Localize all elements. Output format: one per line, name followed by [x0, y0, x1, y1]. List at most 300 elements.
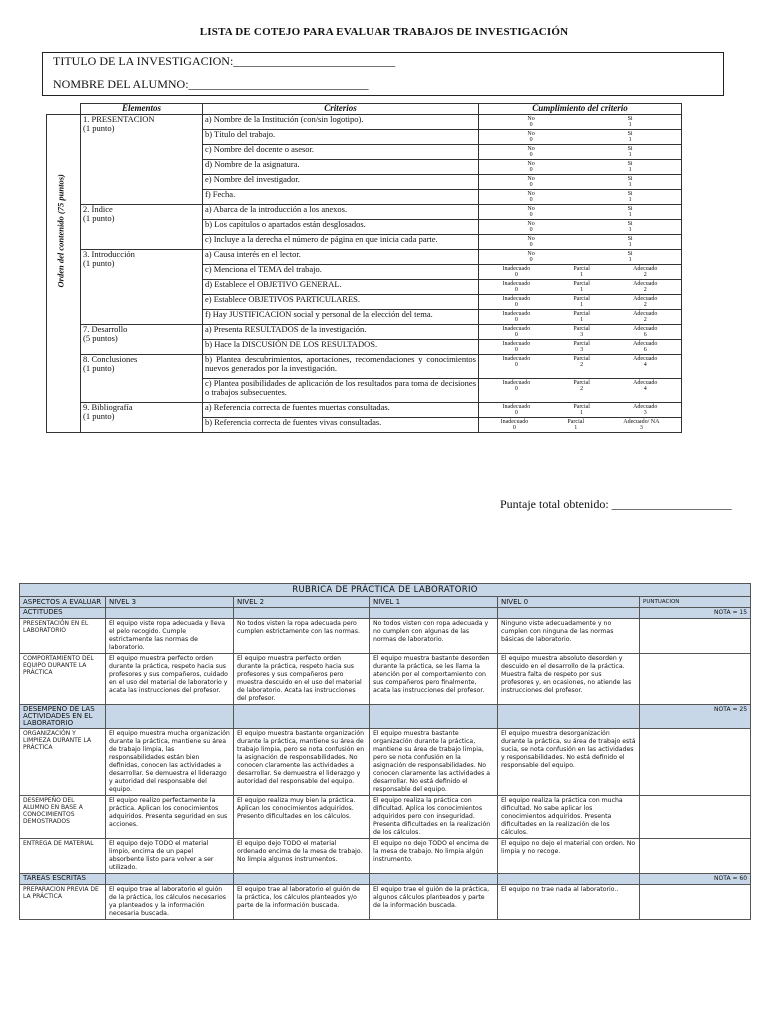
criterion-cell: a) Presenta RESULTADOS de la investigación. [203, 325, 479, 340]
criterion-text: El equipo muestra bastante organización durante la práctica, mantiene su área de trabajo limpia, pero se nota confusión en la asignación de responsabilidades. No conocen claramente las actividades a desarrollar. No está definido el responsable del equipo. [370, 729, 498, 796]
score-option[interactable] [573, 296, 590, 308]
score-option-label: No [527, 221, 535, 227]
criterion-cell: b) Plantea descubrimientos, aportaciones, recomendaciones y conocimientos nuevos generados por la investigación. [203, 355, 479, 379]
score-option-label: Adecuado/ NA [623, 419, 660, 425]
score-options [481, 295, 679, 308]
vertical-label-text: Orden del contenido (75 puntos) [55, 174, 66, 288]
section-filler [370, 874, 498, 885]
score-option-value: 3 [643, 410, 647, 416]
section-row [20, 874, 751, 885]
score-cell[interactable] [479, 295, 682, 310]
score-cell[interactable] [479, 160, 682, 175]
score-option-label: Si [627, 221, 633, 227]
section-filler [498, 874, 640, 885]
score-options [481, 379, 679, 392]
score-option[interactable] [628, 206, 633, 218]
score-option-label: Parcial [573, 404, 590, 410]
criterion-text: El equipo dejo TODO el material ordenado encima de la mesa de trabajo. No limpia algunos instrumentos. [234, 839, 370, 874]
criterion-cell: b) Los capítulos o apartados están desglosados. [203, 220, 479, 235]
score-cell[interactable] [479, 190, 682, 205]
score-option-label: No [527, 161, 535, 167]
score-option[interactable] [628, 191, 633, 203]
score-option-label: Si [627, 206, 633, 212]
element-cell: 7. Desarrollo (5 puntos) [81, 325, 203, 355]
score-option-label: Si [627, 251, 633, 257]
score-option[interactable] [503, 311, 531, 323]
score-option[interactable] [503, 296, 531, 308]
score-option[interactable] [628, 176, 633, 188]
score-cell[interactable] [479, 310, 682, 325]
score-option[interactable] [628, 251, 633, 263]
col-elementos: Elementos [81, 104, 203, 115]
score-option-value: 2 [643, 302, 647, 308]
rubric-row [20, 839, 751, 874]
level-header: NIVEL 2 [234, 597, 370, 608]
score-option[interactable] [527, 236, 534, 248]
score-options [481, 418, 679, 431]
score-option-label: Inadecuado [502, 380, 531, 386]
section-filler [370, 608, 498, 619]
score-option-value: 1 [628, 137, 632, 143]
score-options [481, 250, 679, 263]
score-option-label: Inadecuado [502, 281, 531, 287]
score-option-label: No [527, 131, 535, 137]
criterion-text: El equipo realiza la práctica con mucha dificultad. No sabe aplicar los conocimientos adquiridos. Presenta dificultades en la realización de los cálculos. [498, 796, 640, 839]
score-option[interactable] [503, 281, 531, 293]
rubric-row [20, 729, 751, 796]
score-option-label: Parcial [573, 341, 590, 347]
score-option-label: Parcial [573, 356, 590, 362]
score-option-value: 0 [529, 182, 533, 188]
score-options [481, 115, 679, 128]
score-entry-cell[interactable] [640, 654, 751, 705]
criterion-text: El equipo muestra bastante desorden durante la práctica, se les llama la atención por el comportamiento con sus compañeros pero finalmente, acata las instrucciones del profesor. [370, 654, 498, 705]
score-option-value: 2 [643, 287, 647, 293]
criterion-cell: c) Plantea posibilidades de aplicación de los resultados para toma de decisiones o trabajos subsecuentes. [203, 379, 479, 403]
rubric-row [20, 654, 751, 705]
score-option-value: 0 [529, 212, 533, 218]
score-option-label: Adecuado [633, 311, 658, 317]
score-option[interactable] [503, 356, 531, 368]
score-option-value: 6 [643, 332, 647, 338]
score-option-value: 0 [529, 242, 533, 248]
score-option[interactable] [573, 341, 590, 353]
score-option-label: Si [627, 131, 633, 137]
score-option-label: No [527, 146, 535, 152]
score-cell[interactable] [479, 340, 682, 355]
total-score-label: Puntaje total obtenido: ____________________ [500, 497, 732, 511]
titulo-field[interactable]: TITULO DE LA INVESTIGACION:___________________________ [53, 54, 396, 68]
score-option-value: 0 [529, 152, 533, 158]
score-options [481, 310, 679, 323]
score-cell[interactable] [479, 205, 682, 220]
score-option-value: 1 [628, 227, 632, 233]
score-option[interactable] [527, 221, 534, 233]
score-option-value: 0 [514, 386, 518, 392]
score-options [481, 145, 679, 158]
criterion-text: El equipo realiza la práctica con dificultad. Aplica los conocimientos adquiridos pero con inseguridad. Presenta dificultades en la realización de los cálculos. [370, 796, 498, 839]
score-option-label: Inadecuado [502, 266, 531, 272]
score-option-value: 1 [580, 317, 584, 323]
score-option[interactable] [527, 146, 534, 158]
score-option[interactable] [633, 326, 657, 338]
score-option-value: 1 [628, 167, 632, 173]
score-cell[interactable] [479, 280, 682, 295]
criterion-text: El equipo muestra perfecto orden durante la práctica, respeto hacia sus profesores y sus compañeros pero muestra descuido en el uso del material de laboratorio. Acata las instrucciones del profesor. [234, 654, 370, 705]
score-option-value: 1 [580, 410, 584, 416]
score-option-label: Inadecuado [502, 404, 531, 410]
score-cell[interactable] [479, 250, 682, 265]
score-cell[interactable] [479, 145, 682, 160]
section-filler [106, 608, 234, 619]
criterion-text: El equipo trae el guión de la práctica, algunos cálculos planteados y parte de la información buscada. [370, 885, 498, 920]
score-option[interactable] [633, 341, 657, 353]
section-filler [234, 608, 370, 619]
col-criterios: Criterios [203, 104, 479, 115]
criterion-cell: a) Causa interés en el lector. [203, 250, 479, 265]
criterion-text: El equipo trae al laboratorio el guión de la práctica, los cálculos planteados y/o parte de la información buscada. [234, 885, 370, 920]
criterion-cell: c) Incluye a la derecha el número de página en que inicia cada parte. [203, 235, 479, 250]
score-option-value: 3 [580, 332, 584, 338]
score-option-label: Si [627, 191, 633, 197]
checklist-row [47, 115, 682, 130]
criterion-cell: b) Título del trabajo. [203, 130, 479, 145]
score-cell[interactable] [479, 418, 682, 433]
score-option-value: 0 [514, 302, 518, 308]
rubric-row [20, 796, 751, 839]
score-option-label: Si [627, 236, 633, 242]
score-option-label: Parcial [567, 419, 585, 425]
score-option-value: 0 [529, 257, 533, 263]
score-option[interactable] [633, 266, 657, 278]
score-option-value: 2 [643, 272, 647, 278]
score-option-label: Parcial [573, 380, 590, 386]
score-cell[interactable] [479, 175, 682, 190]
aspect-cell: COMPORTAMIENTO DEL EQUIPO DURANTE LA PRÁCTICA [20, 654, 106, 705]
score-option-value: 0 [514, 332, 518, 338]
score-entry-cell[interactable] [640, 885, 751, 920]
score-cell[interactable] [479, 403, 682, 418]
score-options [481, 280, 679, 293]
criterion-text: El equipo dejo TODO el material limpio, encima de un papel absorbente listo para volver a ser utilizado. [106, 839, 234, 874]
section-note: NOTA = 25 [640, 705, 751, 729]
rubric-table [19, 583, 751, 920]
score-option-label: Adecuado [633, 266, 658, 272]
criterion-cell: a) Abarca de la introducción a los anexos. [203, 205, 479, 220]
section-row [20, 608, 751, 619]
score-option-value: 1 [580, 287, 584, 293]
checklist-row [47, 403, 682, 418]
score-option-value: 4 [643, 386, 647, 392]
score-option-value: 0 [514, 272, 518, 278]
criterion-cell: e) Establece OBJETIVOS PARTICULARES. [203, 295, 479, 310]
aspect-cell: PRESENTACIÓN EN EL LABORATORIO [20, 619, 106, 654]
rubric-title-row [20, 584, 751, 597]
criterion-text: El equipo muestra absoluto desorden y descuido en el desarrollo de la práctica. Muestra falta de respeto por sus profesores y, en ocasiones, no atiende las instrucciones del profesor. [498, 654, 640, 705]
score-option[interactable] [503, 380, 531, 392]
element-cell: 9. Bibliografía (1 punto) [81, 403, 203, 433]
score-option[interactable] [567, 419, 584, 431]
score-option-value: 0 [529, 227, 533, 233]
score-option[interactable] [633, 380, 657, 392]
checklist-table [46, 103, 682, 433]
score-option-label: No [527, 116, 535, 122]
score-option[interactable] [628, 131, 633, 143]
criterion-cell: b) Referencia correcta de fuentes vivas consultadas. [203, 418, 479, 433]
score-option-value: 2 [643, 317, 647, 323]
score-option-value: 0 [512, 425, 516, 431]
score-option-label: No [527, 251, 535, 257]
score-option[interactable] [527, 206, 534, 218]
score-option-label: Adecuado [633, 341, 658, 347]
criterion-cell: e) Nombre del investigador. [203, 175, 479, 190]
score-option-value: 0 [529, 137, 533, 143]
element-cell: 2. Índice (1 punto) [81, 205, 203, 250]
col-cumplimiento: Cumplimiento del criterio [479, 104, 682, 115]
criterion-text: El equipo muestra bastante organización durante la práctica, mantiene su área de trabajo limpia, pero se nota confusión en la asignación de responsabilidades. No conocen claramente las actividades a desarrollar. Se demuestra el liderazgo y autoridad del responsable del equipo. [234, 729, 370, 796]
score-option[interactable] [573, 266, 590, 278]
section-filler [498, 705, 640, 729]
score-cell[interactable] [479, 220, 682, 235]
score-option-value: 2 [580, 386, 584, 392]
criterion-text: No todos visten la ropa adecuada pero cumplen estrictamente con las normas. [234, 619, 370, 654]
score-entry-cell[interactable] [640, 619, 751, 654]
score-option-label: Parcial [573, 326, 590, 332]
criterion-cell: b) Hace la DISCUSIÓN DE LOS RESULTADOS. [203, 340, 479, 355]
criterion-text: El equipo muestra desorganización durante la práctica, su área de trabajo está sucia, se nota confusión en las actividades y responsabilidades. No está definido el responsable del equipo. [498, 729, 640, 796]
score-option-value: 0 [514, 287, 518, 293]
score-option[interactable] [633, 281, 657, 293]
score-option-value: 3 [580, 347, 584, 353]
score-option-value: 1 [628, 197, 632, 203]
score-option-value: 0 [514, 362, 518, 368]
criterion-text: El equipo no trae nada al laboratorio.. [498, 885, 640, 920]
score-option[interactable] [527, 161, 534, 173]
score-option[interactable] [633, 356, 657, 368]
score-option[interactable] [503, 404, 531, 416]
checklist-row [47, 205, 682, 220]
aspect-cell: ENTREGA DE MATERIAL [20, 839, 106, 874]
score-option-value: 1 [628, 242, 632, 248]
score-option-label: No [527, 191, 535, 197]
score-option-label: No [527, 206, 535, 212]
score-option-label: Si [627, 161, 633, 167]
score-option[interactable] [628, 146, 633, 158]
score-option-label: Si [627, 146, 633, 152]
rubric-row [20, 619, 751, 654]
score-option-value: 0 [514, 410, 518, 416]
criterion-cell: d) Establece el OBJETIVO GENERAL. [203, 280, 479, 295]
aspectos-header: ASPECTOS A EVALUAR [20, 597, 106, 608]
score-option-value: 1 [580, 272, 584, 278]
score-option[interactable] [628, 161, 633, 173]
criterion-text: El equipo no dejo el material con orden. No limpia y no recoge. [498, 839, 640, 874]
score-option[interactable] [527, 131, 534, 143]
criterion-text: El equipo trae al laboratorio el guión de la práctica, los cálculos necesarios ya planteados y la información necesaria buscada. [106, 885, 234, 920]
score-option-label: Adecuado [633, 404, 658, 410]
score-option-value: 4 [643, 362, 647, 368]
score-cell[interactable] [479, 115, 682, 130]
score-option-label: Adecuado [633, 326, 658, 332]
score-options [481, 355, 679, 368]
score-option[interactable] [573, 356, 590, 368]
score-options [481, 160, 679, 173]
score-cell[interactable] [479, 130, 682, 145]
criterion-cell: f) Hay JUSTIFICACION social y personal de la elección del tema. [203, 310, 479, 325]
section-filler [498, 608, 640, 619]
score-options [481, 340, 679, 353]
vertical-section-label [47, 115, 81, 433]
element-cell: 8. Conclusiones (1 punto) [81, 355, 203, 403]
score-option-value: 1 [628, 152, 632, 158]
score-option-value: 1 [628, 182, 632, 188]
score-option-label: Parcial [573, 281, 590, 287]
checklist-row [47, 250, 682, 265]
rubric-levels-row [20, 597, 751, 608]
score-option[interactable] [527, 191, 534, 203]
score-option[interactable] [573, 404, 590, 416]
element-cell: 1. PRESENTACION (1 punto) [81, 115, 203, 205]
score-option-label: Adecuado [633, 356, 658, 362]
rubric-title: RUBRICA DE PRÁCTICA DE LABORATORIO [20, 584, 751, 597]
section-name: ACTITUDES [20, 608, 106, 619]
score-option-value: 0 [529, 167, 533, 173]
score-option-label: Parcial [573, 311, 590, 317]
score-options [481, 403, 679, 416]
criterion-cell: d) Nombre de la asignatura. [203, 160, 479, 175]
element-cell: 3. Introducción (1 punto) [81, 250, 203, 325]
score-option[interactable] [573, 380, 590, 392]
score-option-label: Parcial [573, 266, 590, 272]
score-option-label: Adecuado [633, 380, 658, 386]
score-option[interactable] [628, 116, 633, 128]
section-filler [370, 705, 498, 729]
score-option-value: 1 [628, 257, 632, 263]
score-option-value: 2 [580, 362, 584, 368]
criterion-text: El equipo realizo perfectamente la práctica. Aplican los conocimientos adquiridos. Presenta seguridad en sus acciones. [106, 796, 234, 839]
score-option[interactable] [628, 221, 633, 233]
score-cell[interactable] [479, 325, 682, 340]
section-filler [234, 705, 370, 729]
score-option[interactable] [573, 311, 590, 323]
score-option-label: Inadecuado [502, 296, 531, 302]
score-option[interactable] [633, 311, 657, 323]
score-option-value: 1 [574, 425, 578, 431]
criterion-text: El equipo muestra mucha organización durante la práctica, mantiene su área de trabajo limpia, las responsabilidades están bien definidas, conocen las actividades a desarrollar. Se demuestra el liderazgo y autoridad del responsable del equipo. [106, 729, 234, 796]
aspect-cell: DESEMPEÑO DEL ALUMNO EN BASE A CONOCIMIENTOS DEMOSTRADOS [20, 796, 106, 839]
level-header: NIVEL 1 [370, 597, 498, 608]
score-cell[interactable] [479, 355, 682, 379]
score-option-label: Adecuado [633, 281, 658, 287]
score-option-label: Inadecuado [502, 341, 531, 347]
score-cell[interactable] [479, 379, 682, 403]
score-option-label: Si [627, 176, 633, 182]
score-option[interactable] [527, 251, 534, 263]
score-option-label: Inadecuado [502, 356, 531, 362]
score-cell[interactable] [479, 235, 682, 250]
corner-cell [47, 104, 81, 115]
criterion-cell: f) Fecha. [203, 190, 479, 205]
score-option-label: No [527, 176, 535, 182]
score-option[interactable] [633, 296, 657, 308]
aspect-cell: PREPARACION PREVIA DE LA PRÁCTICA [20, 885, 106, 920]
criterion-text: Ninguno viste adecuadamente y no cumplen con ninguna de las normas básicas de laboratorio. [498, 619, 640, 654]
score-options [481, 175, 679, 188]
score-options [481, 130, 679, 143]
rubric-row [20, 885, 751, 920]
criterion-text: El equipo realiza muy bien la práctica. Aplican los conocimientos adquiridos. Presento dificultades en los cálculos. [234, 796, 370, 839]
section-row [20, 705, 751, 729]
score-options [481, 220, 679, 233]
header-box [42, 52, 724, 96]
checklist-row [47, 325, 682, 340]
score-option-label: Inadecuado [502, 311, 531, 317]
score-option-value: 0 [529, 122, 533, 128]
score-cell[interactable] [479, 265, 682, 280]
level-header: NIVEL 3 [106, 597, 234, 608]
score-option-value: 1 [580, 302, 584, 308]
score-options [481, 235, 679, 248]
puntuacion-header: PUNTUACION [640, 597, 751, 608]
score-option[interactable] [501, 419, 529, 431]
score-option[interactable] [527, 116, 534, 128]
score-option[interactable] [503, 326, 531, 338]
score-entry-cell[interactable] [640, 839, 751, 874]
level-header: NIVEL 0 [498, 597, 640, 608]
score-option-value: 0 [514, 317, 518, 323]
section-filler [234, 874, 370, 885]
score-option[interactable] [633, 404, 657, 416]
score-option[interactable] [503, 341, 531, 353]
document-title: LISTA DE COTEJO PARA EVALUAR TRABAJOS DE INVESTIGACIÓN [199, 26, 569, 38]
section-note: NOTA = 15 [640, 608, 751, 619]
score-option[interactable] [573, 326, 590, 338]
criterion-cell: a) Nombre de la Institución (con/sin logotipo). [203, 115, 479, 130]
criterion-cell: a) Referencia correcta de fuentes muertas consultadas. [203, 403, 479, 418]
nombre-field[interactable]: NOMBRE DEL ALUMNO:______________________________ [53, 77, 369, 91]
score-option[interactable] [527, 176, 534, 188]
score-option[interactable] [623, 419, 659, 431]
score-option[interactable] [628, 236, 633, 248]
score-option-value: 1 [628, 212, 632, 218]
score-entry-cell[interactable] [640, 796, 751, 839]
score-options [481, 190, 679, 203]
criterion-cell: c) Menciona el TEMA del trabajo. [203, 265, 479, 280]
score-option-label: Si [627, 116, 633, 122]
criterion-text: No todos visten con ropa adecuada y no cumplen con algunas de las normas de laboratorio. [370, 619, 498, 654]
score-option-label: Inadecuado [500, 419, 529, 425]
score-options [481, 205, 679, 218]
section-name: TAREAS ESCRITAS [20, 874, 106, 885]
criterion-text: El equipo viste ropa adecuada y lleva el pelo recogido. Cumple estrictamente las normas de laboratorio. [106, 619, 234, 654]
score-option-value: 6 [643, 347, 647, 353]
score-option-label: Parcial [573, 296, 590, 302]
criterion-text: El equipo no dejo TODO el encima de la mesa de trabajo. No limpia algún instrumento. [370, 839, 498, 874]
criterion-cell: c) Nombre del docente o asesor. [203, 145, 479, 160]
score-option-value: 0 [529, 197, 533, 203]
section-note: NOTA = 60 [640, 874, 751, 885]
checklist-row [47, 355, 682, 379]
score-option-label: Adecuado [633, 296, 658, 302]
score-option-label: Inadecuado [502, 326, 531, 332]
score-option[interactable] [503, 266, 531, 278]
score-options [481, 325, 679, 338]
aspect-cell: ORGANIZACIÓN Y LIMPIEZA DURANTE LA PRÁCTICA [20, 729, 106, 796]
score-option[interactable] [573, 281, 590, 293]
criterion-text: El equipo muestra perfecto orden durante la práctica, respeto hacia sus profesores y sus compañeros, cuidado en el uso del material de laboratorio y acata las instrucciones del profesor. [106, 654, 234, 705]
score-option-value: 0 [514, 347, 518, 353]
score-entry-cell[interactable] [640, 729, 751, 796]
